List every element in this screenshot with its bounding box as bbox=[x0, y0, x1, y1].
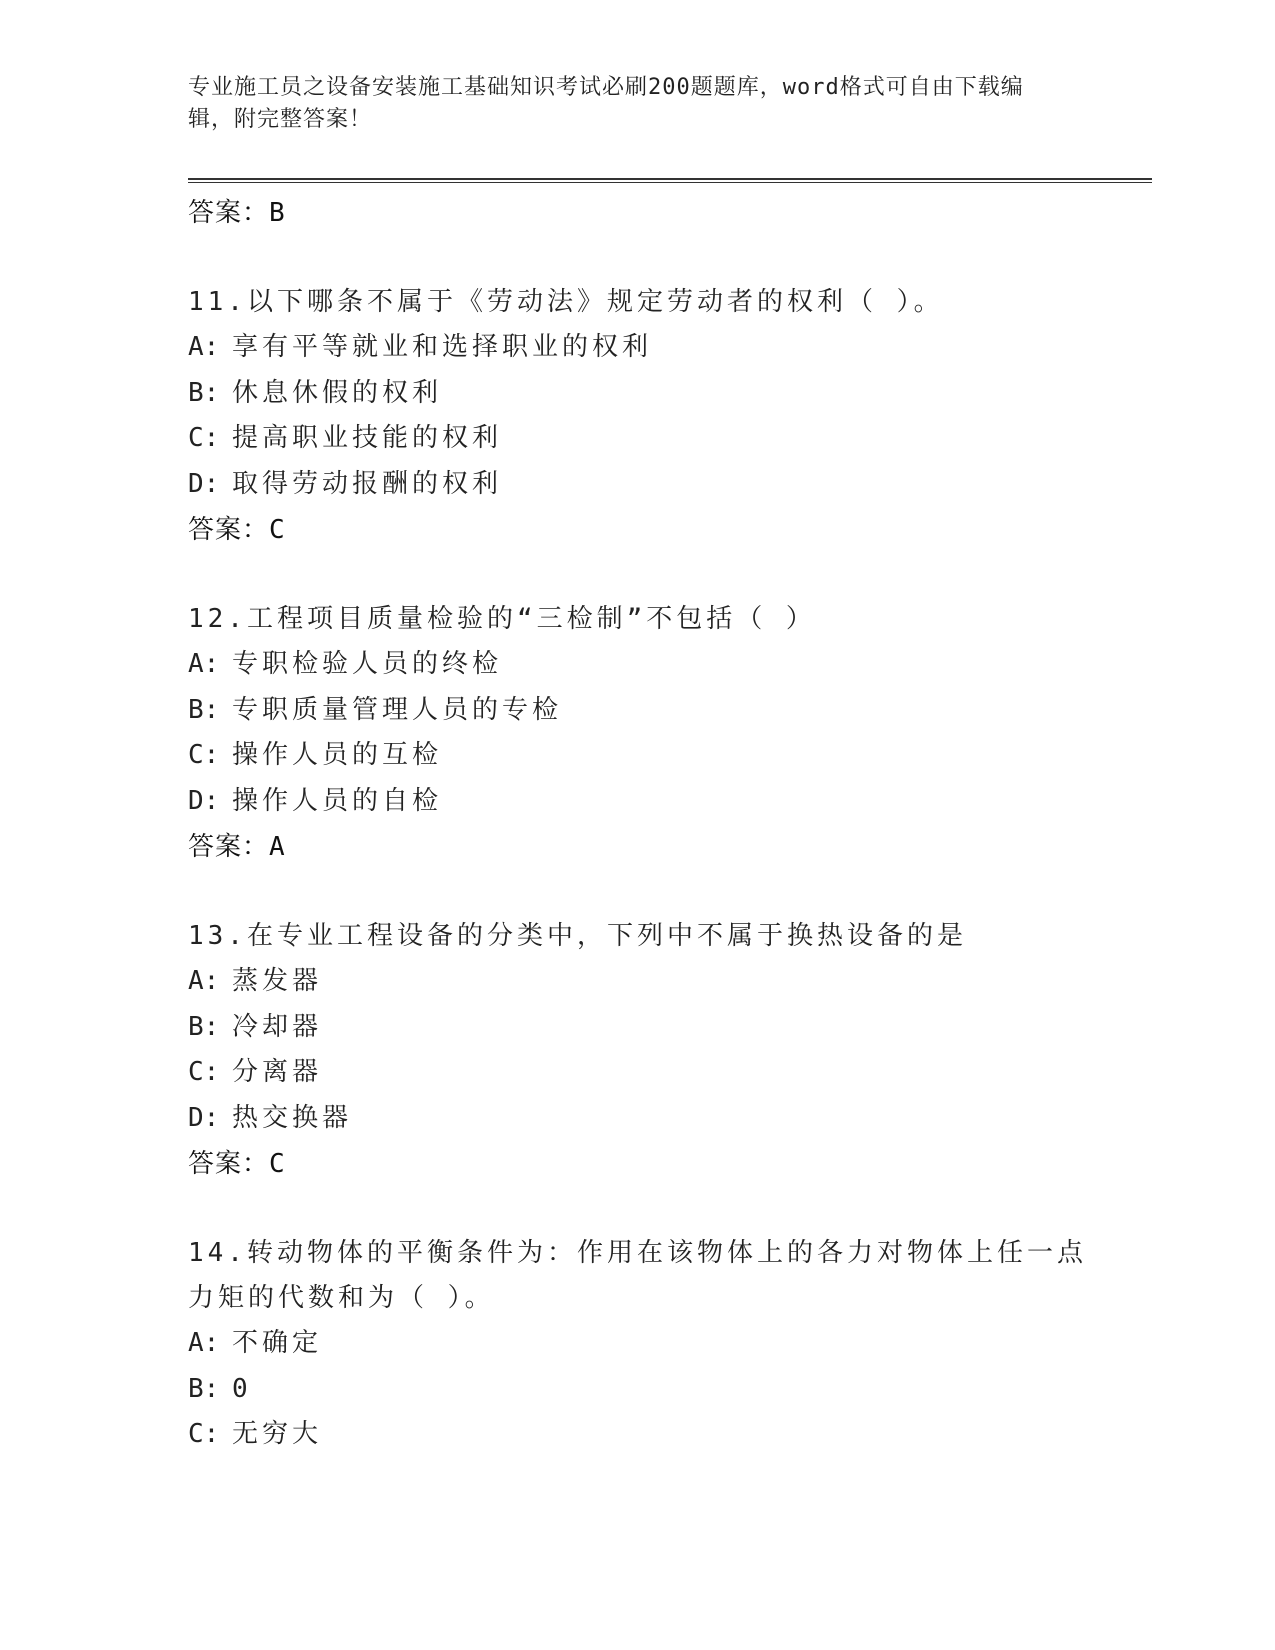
answer-option bbox=[188, 462, 1088, 508]
answer-option bbox=[188, 1412, 1088, 1458]
option-text: 冷却器 bbox=[232, 1011, 323, 1042]
question-stem: 工程项目质量检验的“三检制”不包括（ ） bbox=[246, 604, 816, 634]
option-key: C: bbox=[188, 1057, 220, 1087]
question-item bbox=[188, 914, 1088, 1187]
question-stem: 转动物体的平衡条件为：作用在该物体上的各力对物体上任一点力矩的代数和为（ ）。 bbox=[188, 1238, 1087, 1313]
question-item bbox=[188, 1231, 1088, 1458]
option-key: A: bbox=[188, 1328, 220, 1358]
option-key: C: bbox=[188, 1419, 220, 1449]
answer-option bbox=[188, 1321, 1088, 1367]
option-key: A: bbox=[188, 332, 220, 362]
answer-value: A bbox=[269, 832, 286, 862]
option-key: B: bbox=[188, 1011, 220, 1042]
answer-option bbox=[188, 1096, 1088, 1142]
option-key: C: bbox=[188, 423, 220, 453]
document-body bbox=[188, 190, 1088, 1458]
question-text bbox=[188, 1231, 1088, 1321]
answer-option bbox=[188, 959, 1088, 1005]
option-text: 享有平等就业和选择职业的权利 bbox=[232, 332, 653, 362]
option-key: A: bbox=[188, 649, 220, 679]
answer-value: C bbox=[269, 515, 286, 545]
option-text: 取得劳动报酬的权利 bbox=[232, 468, 503, 499]
option-text: 不确定 bbox=[232, 1328, 323, 1358]
option-text: 提高职业技能的权利 bbox=[232, 423, 503, 453]
answer-option bbox=[188, 325, 1088, 371]
option-key: D: bbox=[188, 468, 220, 499]
question-item bbox=[188, 280, 1088, 553]
document-header-title: 专业施工员之设备安装施工基础知识考试必刷200题题库，word格式可自由下载编辑，附完整答案！ bbox=[188, 75, 1024, 132]
option-text: 专职质量管理人员的专检 bbox=[232, 694, 563, 725]
question-number: 14. bbox=[188, 1238, 247, 1268]
answer-option bbox=[188, 779, 1088, 825]
answer-label: 答案： bbox=[188, 1149, 270, 1179]
question-stem: 以下哪条不属于《劳动法》规定劳动者的权利（ ）。 bbox=[246, 287, 944, 317]
question-number: 12. bbox=[188, 604, 247, 634]
option-key: C: bbox=[188, 740, 220, 770]
answer-option bbox=[188, 416, 1088, 462]
answer-label: 答案： bbox=[188, 515, 270, 545]
answer-line bbox=[188, 190, 1088, 236]
option-text: 热交换器 bbox=[232, 1102, 353, 1133]
option-key: B: bbox=[188, 377, 220, 408]
option-key: B: bbox=[188, 694, 220, 725]
answer-option bbox=[188, 1050, 1088, 1096]
option-text: 操作人员的互检 bbox=[232, 740, 443, 770]
answer-option bbox=[188, 733, 1088, 779]
option-text: 蒸发器 bbox=[232, 966, 323, 996]
answer-option bbox=[188, 371, 1088, 417]
question-text bbox=[188, 597, 1088, 642]
question-text bbox=[188, 280, 1088, 325]
question-item bbox=[188, 597, 1088, 870]
answer-option bbox=[188, 688, 1088, 734]
option-text: 分离器 bbox=[232, 1057, 323, 1087]
option-key: D: bbox=[188, 1102, 220, 1133]
answer-label: 答案： bbox=[188, 198, 270, 228]
option-text: 无穷大 bbox=[232, 1419, 323, 1449]
option-text: 0 bbox=[232, 1373, 252, 1404]
question-number: 13. bbox=[188, 921, 247, 951]
answer-label: 答案： bbox=[188, 832, 270, 862]
answer-line bbox=[188, 507, 1088, 553]
question-stem: 在专业工程设备的分类中，下列中不属于换热设备的是 bbox=[246, 921, 967, 951]
answer-line bbox=[188, 1141, 1088, 1187]
option-text: 操作人员的自检 bbox=[232, 785, 443, 816]
question-number: 11. bbox=[188, 287, 247, 317]
option-key: A: bbox=[188, 966, 220, 996]
answer-value: B bbox=[269, 198, 286, 228]
answer-option bbox=[188, 1367, 1088, 1413]
option-key: B: bbox=[188, 1373, 220, 1404]
question-text bbox=[188, 914, 1088, 959]
option-text: 专职检验人员的终检 bbox=[232, 649, 503, 679]
option-text: 休息休假的权利 bbox=[232, 377, 443, 408]
answer-option bbox=[188, 642, 1088, 688]
answer-line bbox=[188, 824, 1088, 870]
option-key: D: bbox=[188, 785, 220, 816]
answer-value: C bbox=[269, 1149, 286, 1179]
header-divider bbox=[188, 178, 1152, 183]
answer-option bbox=[188, 1005, 1088, 1051]
